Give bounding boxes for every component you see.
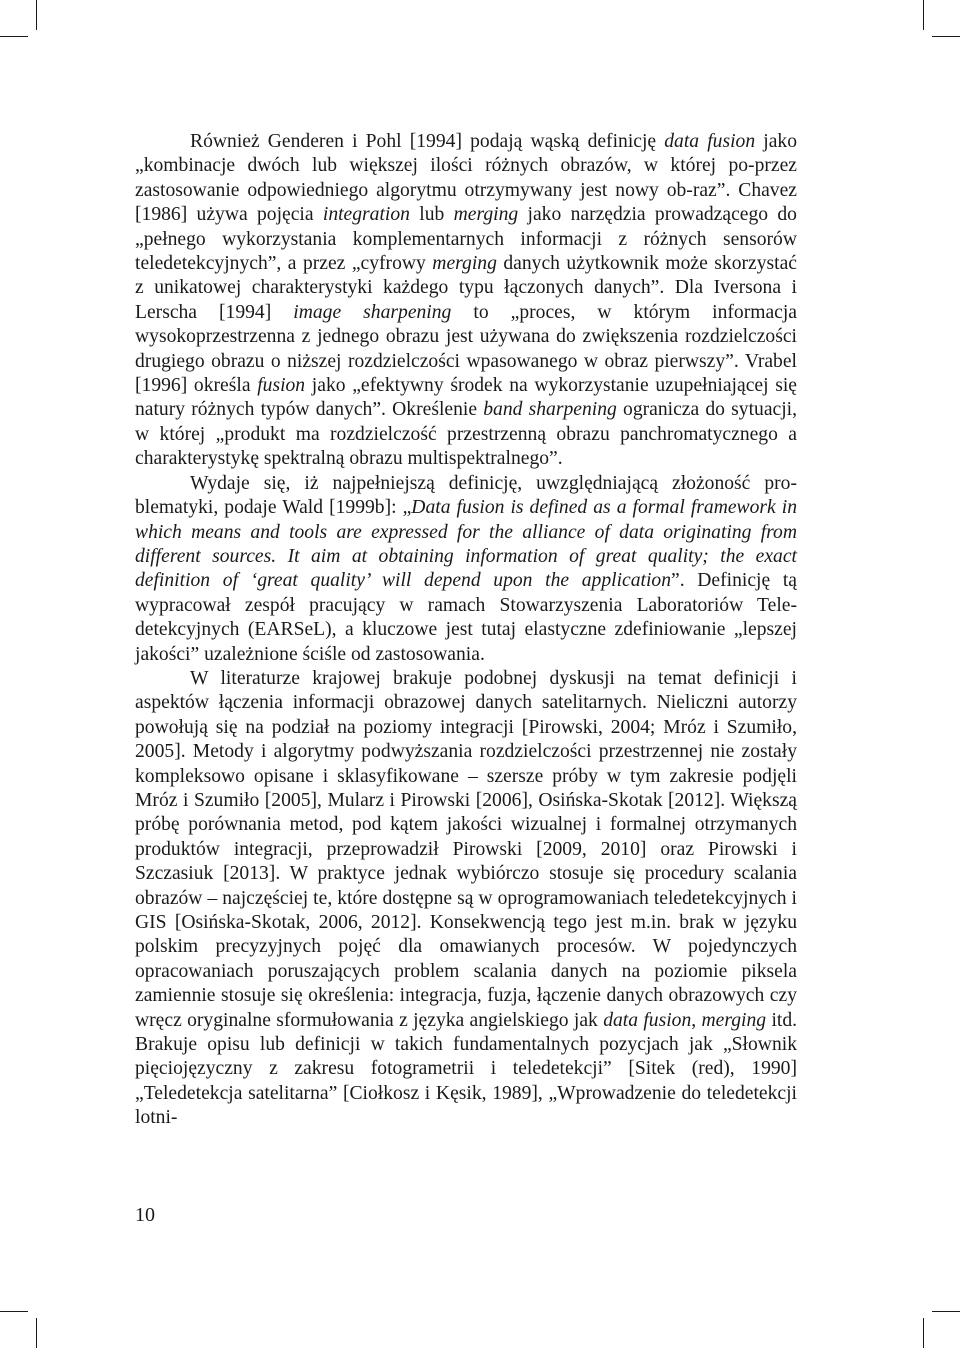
text-run: W literaturze krajowej brakuje podobnej dyskusji na temat definicji i aspektów łączenia informacji obrazowej danych satelitarnych. Nieliczni autorzy powołują się na podział na poziomy integracji [Pirowski, 2004; Mróz i Szumiło, 2005]. Metody i algorytmy podwyższania rozdzielczości przestrzennej nie zostały kompleksowo opisane i sklasyfikowane – szersze próby w tym zakresie podjęli Mróz i Szumiło [2005], Mularz i Pirowski [2006], Osińska-Skotak [2012]. Większą próbę porównania metod, pod kątem jakości wizualnej i formalnej otrzymanych produktów integracji, przeprowadził Pirowski [2009, 2010] oraz Pirowski i Szczasiuk [2013]. W praktyce jednak wybiórczo stosuje się procedury scalania obrazów – najczęściej te, które dostępne są w oprogramowaniach teledetekcyjnych i GIS [Osińska-Skotak, 2006, 2012]. Konsekwencją tego jest m.in. brak w języku polskim precyzyjnych pojęć dla omawianych procesów. W pojedynczych opracowaniach poruszających problem scalania danych na poziomie piksela zamiennie stosuje się określenia: integracja, fuzja, łączenie danych obrazowych czy wręcz oryginalne sformułowania z języka angielskiego jak xyxy=(135,667,797,1031)
crop-mark-bottom-left-horizontal xyxy=(0,1311,28,1312)
crop-mark-top-right-vertical xyxy=(923,0,924,30)
italic-run: image sharpening xyxy=(293,301,452,323)
text-run: itd. Brakuje opisu lub definicji w takich fundamentalnych pozycjach jak „Słownik pięciojęzyczny z zakresu fotogrametrii i teledetekcji” [Sitek (red), 1990] „Teledetekcja satelitarna” [Ciołkosz i Kęsik, 1989], „Wprowadzenie do teledetekcji lotni- xyxy=(135,1009,798,1129)
crop-mark-top-left-horizontal xyxy=(0,36,28,37)
text-run: , xyxy=(691,1009,702,1031)
italic-run: data fusion xyxy=(603,1009,692,1031)
paragraph xyxy=(135,130,797,472)
text-run: jako „kombinacje dwóch lub większej ilości różnych obrazów, w której po-przez zastosowanie odpowiedniego algorytmu otrzymywany jest nowy ob-raz”. Chavez [1986] używa pojęcia xyxy=(135,131,797,226)
italic-run: data fusion xyxy=(664,131,756,152)
body-text xyxy=(135,130,797,1131)
paragraph xyxy=(135,472,797,667)
italic-run: integration xyxy=(322,204,410,226)
crop-mark-bottom-left-vertical xyxy=(36,1318,37,1348)
text-run: to „proces, w którym informacja wysokoprzestrzenna z jednego obrazu jest używana do zwiększenia rozdzielczości drugiego obrazu o niższej rozdzielczości wpasowanego w obraz pierwszy”. Vrabel [1996] określa xyxy=(135,301,798,397)
crop-mark-top-left-vertical xyxy=(36,0,37,30)
italic-run: merging xyxy=(453,204,519,226)
text-run: ogranicza do sytuacji, w której „produkt ma rozdzielczość przestrzenną obrazu panchromatycznego a charakterystykę spektralną obrazu multispektralnego”. xyxy=(135,399,798,470)
crop-mark-top-right-horizontal xyxy=(932,36,960,37)
page-number: 10 xyxy=(135,1204,155,1226)
crop-mark-bottom-right-vertical xyxy=(923,1318,924,1348)
italic-run: merging xyxy=(432,253,497,275)
italic-run: merging xyxy=(701,1009,767,1031)
paragraph xyxy=(135,667,797,1131)
text-run: lub xyxy=(409,204,454,226)
italic-run: band sharpening xyxy=(483,399,617,421)
text-run: Wydaje się, iż najpełniejszą definicję, uwzględniającą złożoność problematyki, podaje Wald [1999b]: „ xyxy=(135,472,797,519)
italic-run: fusion xyxy=(257,375,306,397)
text-run: jako narzędzia prowadzącego do „pełnego wykorzystania komplementarnych informacji z różnych sensorów teledetekcyjnych”, a przez „cyfrowy xyxy=(135,204,797,275)
text-run: ”. Definicję tą wypracował zespół pracujący w ramach Stowarzyszenia Laboratoriów Teledetekcyjnych (EARSeL), a kluczowe jest tutaj elastyczne zdefiniowanie „lepszej jakości” uzależnione ściśle od zastosowania. xyxy=(135,570,797,665)
text-run: danych użytkownik może skorzystać z unikatowej charakterystyki każdego typu łączonych danych”. Dla Iversona i Lerscha [1994] xyxy=(135,253,797,323)
italic-run: Data fusion is defined as a formal framework in which means and tools are expressed for the alliance of data originating from different sources. It aim at obtaining information of great quality; the exact definition of ‘great quality’ will depend upon the application xyxy=(135,497,797,592)
text-run: jako „efektywny środek na wykorzystanie uzupełniającej się natury różnych typów danych”. Określenie xyxy=(135,375,797,421)
text-run: Również Genderen i Pohl [1994] podają wąską definicję xyxy=(190,131,665,152)
crop-mark-bottom-right-horizontal xyxy=(932,1311,960,1312)
